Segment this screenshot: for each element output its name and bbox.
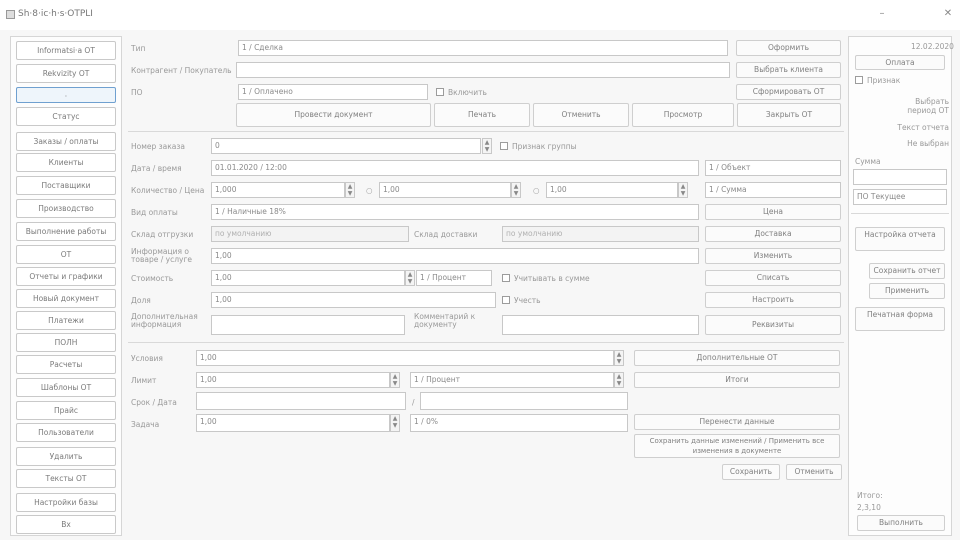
- nav-item-suppliers[interactable]: Поставщики: [16, 176, 116, 195]
- po-spacer: [436, 84, 496, 100]
- conditions-spinner[interactable]: ▲ ▼: [614, 350, 624, 366]
- datetime-label: Дата / время: [131, 164, 182, 173]
- divider-2: [128, 342, 844, 343]
- po-field[interactable]: 1 / Оплачено: [238, 84, 428, 100]
- write-off-button[interactable]: Списать: [705, 270, 841, 286]
- post-document-button[interactable]: Провести документ: [236, 103, 431, 127]
- nav-item-production[interactable]: Производство: [16, 199, 116, 218]
- group-label: Признак группы: [512, 142, 577, 151]
- counterparty-label: Контрагент / Покупатель: [131, 66, 232, 75]
- nav-item-settings[interactable]: Настройки базы: [16, 493, 116, 512]
- payment-button[interactable]: Оплата: [855, 55, 945, 70]
- app-icon: [6, 10, 15, 19]
- qty-field[interactable]: 1,000: [211, 182, 345, 198]
- qty-price-label: Количество / Цена: [131, 186, 205, 195]
- select-period-text: Выбрать период ОТ: [907, 97, 949, 115]
- amount-field[interactable]: 1,00: [546, 182, 678, 198]
- nav-item-delete[interactable]: Удалить: [16, 447, 116, 466]
- nav-item-reports[interactable]: Отчеты и графики: [16, 267, 116, 286]
- account-label: Учесть: [514, 296, 541, 305]
- payment-type-field[interactable]: 1 / Наличные 18%: [211, 204, 699, 220]
- price-spinner[interactable]: ▲ ▼: [511, 182, 521, 198]
- task-percent-field[interactable]: 1 / 0%: [410, 414, 628, 432]
- report-text: Текст отчета: [897, 123, 949, 132]
- close-icon[interactable]: ✕: [943, 8, 953, 19]
- totals-button[interactable]: Итоги: [634, 372, 840, 388]
- counterparty-field[interactable]: [236, 62, 730, 78]
- limit-spinner[interactable]: ▲ ▼: [390, 372, 400, 388]
- not-selected-text: Не выбран: [907, 139, 949, 148]
- task-spinner[interactable]: ▲ ▼: [390, 414, 400, 432]
- qty-sep: ○: [366, 186, 373, 195]
- right-date: 12.02.2020: [911, 42, 954, 51]
- nav-item-new-doc[interactable]: Новый документ: [16, 289, 116, 308]
- group-checkbox[interactable]: [500, 142, 508, 150]
- term-date-label: Срок / Дата: [131, 398, 177, 407]
- price-sep: ○: [533, 186, 540, 195]
- nav-item-texts[interactable]: Тексты ОТ: [16, 469, 116, 488]
- order-number-label: Номер заказа: [131, 142, 185, 151]
- product-info-field[interactable]: 1,00: [211, 248, 699, 264]
- format-button[interactable]: Оформить: [736, 40, 841, 56]
- nav-item-clients[interactable]: Клиенты: [16, 153, 116, 172]
- price-field[interactable]: 1,00: [379, 182, 511, 198]
- warehouse-label: Склад отгрузки: [131, 230, 194, 239]
- preview-button[interactable]: Просмотр: [632, 103, 734, 127]
- date-field[interactable]: [420, 392, 628, 410]
- conditions-field[interactable]: 1,00: [196, 350, 614, 366]
- object-field[interactable]: 1 / Объект: [705, 160, 841, 176]
- cancel-action-button[interactable]: Отменить: [533, 103, 629, 127]
- conditions-label: Условия: [131, 354, 163, 363]
- warehouse-field[interactable]: по умолчанию: [211, 226, 409, 242]
- divider: [128, 131, 844, 132]
- nav-item-selected[interactable]: ·: [16, 87, 116, 103]
- cost-spinner[interactable]: ▲ ▼: [405, 270, 415, 286]
- delivery-warehouse-field[interactable]: по умолчанию: [502, 226, 699, 242]
- delivery-button[interactable]: Доставка: [705, 226, 841, 242]
- nav-item-poln[interactable]: ПОЛН: [16, 333, 116, 352]
- nav-item-requisites[interactable]: Rekvizity ОТ: [16, 64, 116, 83]
- sum-checkbox-label: Учитывать в сумме: [514, 274, 590, 283]
- total-value: 2,3,10: [857, 503, 881, 512]
- term-sep: /: [412, 398, 415, 407]
- price-button[interactable]: Цена: [705, 204, 841, 220]
- order-number-spinner[interactable]: ▲ ▼: [482, 138, 492, 154]
- limit-percent-spinner[interactable]: ▲ ▼: [614, 372, 624, 388]
- account-checkbox[interactable]: [502, 296, 510, 304]
- save-report-button[interactable]: Сохранить отчет: [869, 263, 945, 279]
- cancel-button[interactable]: Отменить: [786, 464, 842, 480]
- nav-item-payments[interactable]: Платежи: [16, 311, 116, 330]
- nav-item-work[interactable]: Выполнение работы: [16, 222, 116, 241]
- share-label: Доля: [131, 296, 151, 305]
- right-panel: [848, 36, 952, 536]
- requisites-button[interactable]: Реквизиты: [705, 315, 841, 335]
- percent-field[interactable]: 1 / Процент: [416, 270, 492, 286]
- doc-comment-field[interactable]: [502, 315, 699, 335]
- nav-item-users[interactable]: Пользователи: [16, 423, 116, 442]
- sum-checkbox[interactable]: [502, 274, 510, 282]
- apply-button[interactable]: Применить: [869, 283, 945, 299]
- save-button[interactable]: Сохранить: [722, 464, 780, 480]
- close-ot-button[interactable]: Закрыть ОТ: [737, 103, 841, 127]
- sum-label: Сумма: [855, 157, 881, 166]
- amount-spinner[interactable]: ▲ ▼: [678, 182, 688, 198]
- form-ot-button[interactable]: Сформировать ОТ: [736, 84, 841, 100]
- enable-label: Включить: [448, 88, 487, 97]
- nav-item-orders[interactable]: Заказы / оплаты: [16, 132, 116, 151]
- extra-info-field[interactable]: [211, 315, 405, 335]
- window-title: Sh·8·ic·h·s·OTPLI: [18, 9, 93, 19]
- nav-item-status[interactable]: Статус: [16, 107, 116, 126]
- cost-field[interactable]: 1,00: [211, 270, 405, 286]
- sum-field[interactable]: 1 / Сумма: [705, 182, 841, 198]
- minimize-icon[interactable]: –: [879, 8, 885, 19]
- datetime-field[interactable]: 01.01.2020 / 12:00: [211, 160, 699, 176]
- print-button[interactable]: Печать: [434, 103, 530, 127]
- limit-percent-field[interactable]: 1 / Процент: [410, 372, 614, 388]
- type-label: Тип: [131, 44, 146, 53]
- task-field[interactable]: 1,00: [196, 414, 390, 432]
- nav-item-templates[interactable]: Шаблоны ОТ: [16, 378, 116, 397]
- order-number-field[interactable]: 0: [211, 138, 481, 154]
- transfer-data-button[interactable]: Перенести данные: [634, 414, 840, 430]
- product-info-label: Информация о товаре / услуге: [131, 247, 192, 264]
- delivery-warehouse-label: Склад доставки: [414, 230, 478, 239]
- sign-label: Признак: [867, 76, 901, 85]
- edit-button[interactable]: Изменить: [705, 248, 841, 264]
- nav-item-info[interactable]: Informatsi·a ОТ: [16, 41, 116, 60]
- configure-button[interactable]: Настроить: [705, 292, 841, 308]
- nav-item-price[interactable]: Прайс: [16, 401, 116, 420]
- left-nav: [10, 36, 122, 536]
- additional-ot-button[interactable]: Дополнительные ОТ: [634, 350, 840, 366]
- share-field[interactable]: 1,00: [211, 292, 496, 308]
- term-field[interactable]: [196, 392, 406, 410]
- nav-item-calculations[interactable]: Расчеты: [16, 355, 116, 374]
- report-settings-button[interactable]: Настройка отчета: [855, 227, 945, 251]
- total-label: Итого:: [857, 491, 883, 500]
- limit-field[interactable]: 1,00: [196, 372, 390, 388]
- po-current-field[interactable]: ПО Текущее: [853, 189, 947, 205]
- sum-right-field[interactable]: [853, 169, 947, 185]
- payment-type-label: Вид оплаты: [131, 208, 178, 217]
- po-label: ПО: [131, 88, 143, 97]
- execute-button[interactable]: Выполнить: [857, 515, 945, 531]
- qty-spinner[interactable]: ▲ ▼: [345, 182, 355, 198]
- right-divider: [851, 213, 949, 214]
- doc-comment-label: Комментарий к документу: [414, 312, 476, 329]
- title-bar: [0, 0, 960, 30]
- nav-item-exit[interactable]: Вх: [16, 515, 116, 534]
- task-label: Задача: [131, 420, 160, 429]
- nav-item-ot[interactable]: ОТ: [16, 245, 116, 264]
- extra-info-label: Дополнительная информация: [131, 312, 198, 329]
- type-field[interactable]: 1 / Сделка: [238, 40, 728, 56]
- sign-checkbox[interactable]: [855, 76, 863, 84]
- print-form-button[interactable]: Печатная форма: [855, 307, 945, 331]
- cost-label: Стоимость: [131, 274, 174, 283]
- select-client-button[interactable]: Выбрать клиента: [736, 62, 841, 78]
- limit-label: Лимит: [131, 376, 157, 385]
- save-changes-button[interactable]: Сохранить данные изменений / Применить все изменения в документе: [634, 434, 840, 458]
